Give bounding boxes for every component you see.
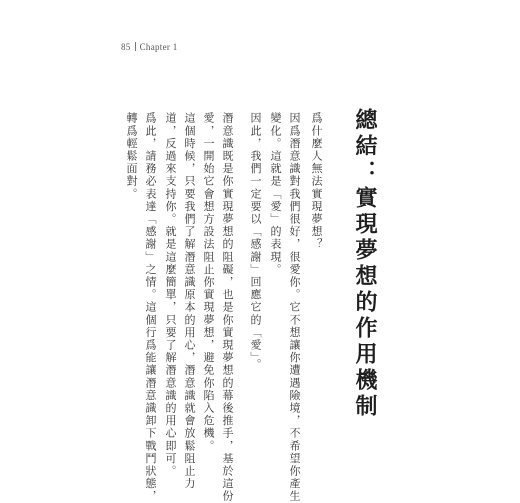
section-title: 總結：實現夢想的作用機制 bbox=[352, 108, 378, 420]
paragraph-5-line-2: 道，反過來支持你。就是這麼簡單，只要了解潛意識的用心即可。 bbox=[164, 112, 177, 478]
paragraph-6-line-1: 爲此，請務必表達「感謝」之情。這個行爲能讓潛意識卸下戰鬥狀態， bbox=[144, 112, 157, 503]
paragraph-2-line-2: 變化。這就是「愛」的表現。 bbox=[269, 112, 282, 276]
header-divider bbox=[135, 42, 136, 51]
chapter-label: Chapter 1 bbox=[139, 42, 178, 52]
paragraph-3-line-1: 因此，我們一定要以「感謝」回應它的「愛」。 bbox=[249, 112, 262, 372]
page-number: 85 bbox=[121, 42, 131, 52]
paragraph-6-line-2: 轉爲輕鬆面對。 bbox=[125, 112, 138, 201]
paragraph-5-line-1: 這個時候，只要我們了解潛意識原本的用心，潛意識就會放鬆阻止力 bbox=[183, 112, 196, 490]
paragraph-1-line-1: 爲什麼人無法實現夢想？ bbox=[310, 112, 323, 251]
paragraph-4-line-2: 愛，一開始它會想方設法阻止你實現夢想，避免你陷入危機。 bbox=[202, 112, 215, 453]
running-header bbox=[121, 42, 178, 52]
paragraph-2-line-1: 因爲潛意識對我們很好，很愛你。它不想讓你遭遇險境，不希望你產生 bbox=[288, 112, 301, 503]
paragraph-4-line-1: 潛意識既是你實現夢想的阻礙，也是你實現夢想的幕後推手，基於這份 bbox=[221, 112, 234, 503]
